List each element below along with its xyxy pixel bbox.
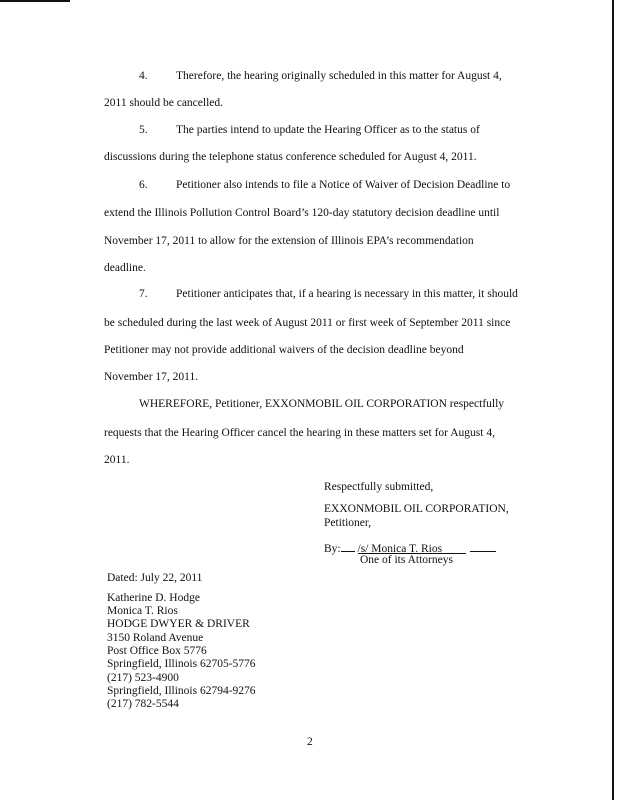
- paragraph-7-line-4: November 17, 2011.: [104, 371, 199, 383]
- paragraph-4-line-1: Therefore, the hearing originally scheduled in this matter for August 4,: [176, 70, 502, 82]
- counsel-line-6: Springfield, Illinois 62705-5776: [107, 658, 256, 670]
- wherefore-line-3: 2011.: [104, 454, 130, 466]
- counsel-line-4: 3150 Roland Avenue: [107, 632, 204, 644]
- counsel-line-5: Post Office Box 5776: [107, 645, 207, 657]
- counsel-line-3: HODGE DWYER & DRIVER: [107, 618, 250, 630]
- counsel-line-2: Monica T. Rios: [107, 605, 178, 617]
- paragraph-7-line-1: Petitioner anticipates that, if a hearing is necessary in this matter, it should: [176, 288, 518, 300]
- signature-underline-right: [470, 540, 496, 552]
- wherefore-line-1: WHEREFORE, Petitioner, EXXONMOBIL OIL CORPORATION respectfully: [139, 398, 505, 410]
- paragraph-5-number: 5.: [139, 124, 148, 136]
- paragraph-5-line-1: The parties intend to update the Hearing Officer as to the status of: [176, 124, 480, 136]
- paragraph-6-line-4: deadline.: [104, 262, 146, 274]
- signature-attorney-line: One of its Attorneys: [360, 554, 453, 566]
- paragraph-6-number: 6.: [139, 179, 148, 191]
- paragraph-6-line-3: November 17, 2011 to allow for the extension of Illinois EPA’s recommendation: [104, 235, 474, 247]
- dated-line: Dated: July 22, 2011: [107, 572, 203, 584]
- scan-right-edge: [612, 0, 614, 800]
- page-number: 2: [307, 736, 313, 748]
- signature-underline-left: [341, 540, 355, 552]
- paragraph-4-number: 4.: [139, 70, 148, 82]
- counsel-line-1: Katherine D. Hodge: [107, 592, 200, 604]
- paragraph-7-line-2: be scheduled during the last week of August 2011 or first week of September 2011 since: [104, 317, 511, 329]
- counsel-line-8: Springfield, Illinois 62794-9276: [107, 685, 256, 697]
- paragraph-6-line-2: extend the Illinois Pollution Control Board’s 120-day statutory decision deadline until: [104, 207, 500, 219]
- signature-closing: Respectfully submitted,: [324, 481, 434, 493]
- signature-role: Petitioner,: [324, 517, 372, 529]
- scan-top-rule: [0, 0, 70, 2]
- signature-by-label: By:: [324, 543, 341, 555]
- paragraph-7-line-3: Petitioner may not provide additional waivers of the decision deadline beyond: [104, 344, 464, 356]
- paragraph-4-line-2: 2011 should be cancelled.: [104, 97, 224, 109]
- paragraph-6-line-1: Petitioner also intends to file a Notice of Waiver of Decision Deadline to: [176, 179, 511, 191]
- signature-party: EXXONMOBIL OIL CORPORATION,: [324, 503, 509, 515]
- paragraph-7-number: 7.: [139, 288, 148, 300]
- wherefore-line-2: requests that the Hearing Officer cancel the hearing in these matters set for August 4,: [104, 427, 495, 439]
- counsel-line-7: (217) 523-4900: [107, 672, 179, 684]
- counsel-line-9: (217) 782-5544: [107, 698, 179, 710]
- signature-signer: /s/ Monica T. Rios: [357, 543, 443, 555]
- paragraph-5-line-2: discussions during the telephone status conference scheduled for August 4, 2011.: [104, 151, 477, 163]
